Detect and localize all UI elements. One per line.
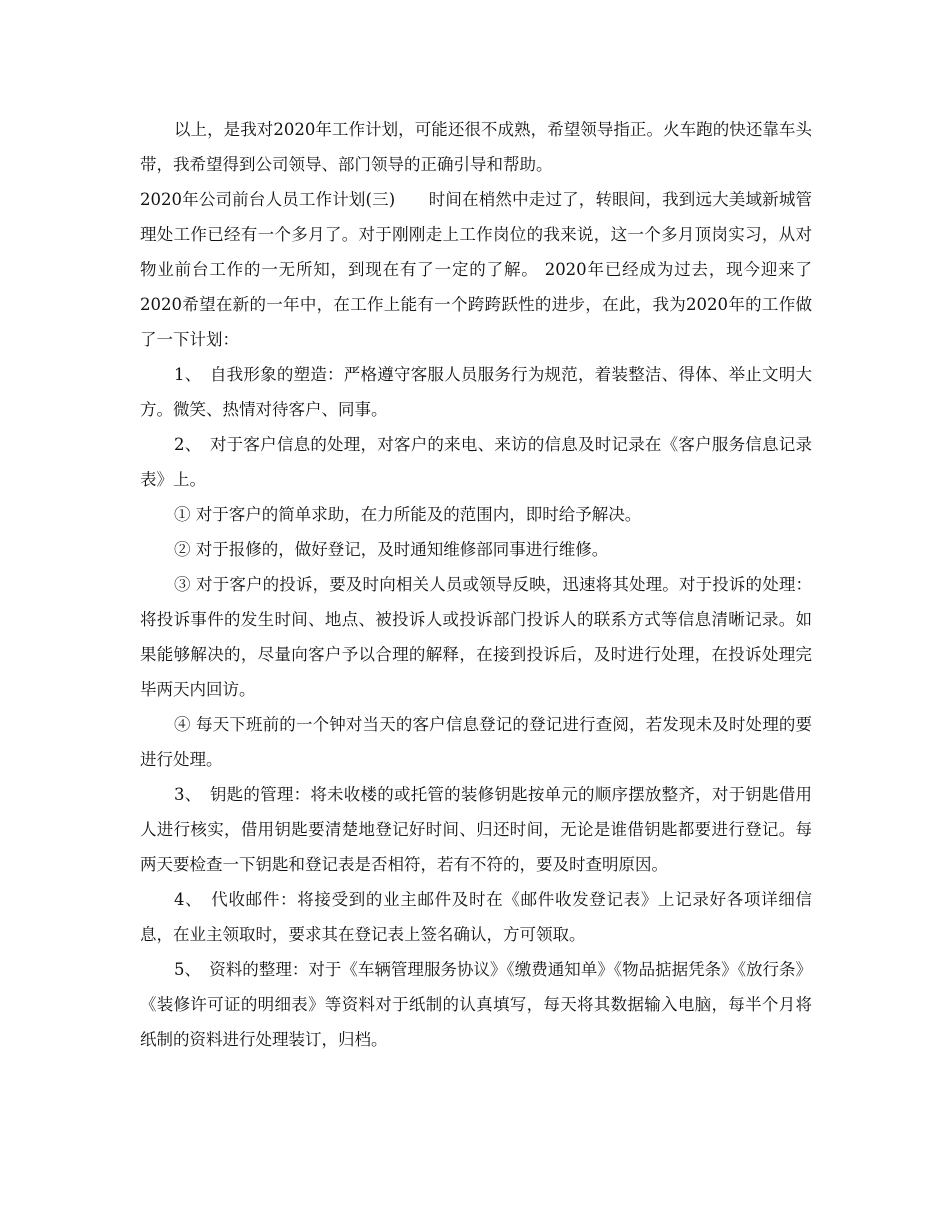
- paragraph: ③ 对于客户的投诉，要及时向相关人员或领导反映，迅速将其处理。对于投诉的处理：将投诉事件的发生时间、地点、被投诉人或投诉部门投诉人的联系方式等信息清晰记录。如果能够解决的，尽量向客户予以合理的解释，在接到投诉后，及时进行处理，在投诉处理完毕两天内回访。: [140, 575, 812, 699]
- paragraph: ④ 每天下班前的一个钟对当天的客户信息登记的登记进行查阅，若发现未及时处理的要进行处理。: [140, 715, 812, 769]
- document-body: [140, 112, 812, 1057]
- paragraph: 以上，是我对2020年工作计划，可能还很不成熟，希望领导指正。火车跑的快还靠车头带，我希望得到公司领导、部门领导的正确引导和帮助。: [140, 120, 812, 174]
- paragraph: 5、 资料的整理：对于《车辆管理服务协议》《缴费通知单》《物品掂据凭条》《放行条》《装修许可证的明细表》等资料对于纸制的认真填写，每天将其数据输入电脑，每半个月将纸制的资料进行处理装订，归档。: [140, 960, 812, 1049]
- paragraph: 4、 代收邮件：将接受到的业主邮件及时在《邮件收发登记表》上记录好各项详细信息，在业主领取时，要求其在登记表上签名确认，方可领取。: [140, 890, 812, 944]
- paragraph: ① 对于客户的简单求助，在力所能及的范围内，即时给予解决。: [174, 505, 642, 524]
- paragraph: ② 对于报修的，做好登记，及时通知维修部同事进行维修。: [174, 540, 609, 559]
- paragraph: 1、 自我形象的塑造：严格遵守客服人员服务行为规范，着装整洁、得体、举止文明大方。微笑、热情对待客户、同事。: [140, 365, 812, 419]
- paragraph: 2、 对于客户信息的处理，对客户的来电、来访的信息及时记录在《客户服务信息记录表》上。: [140, 435, 812, 489]
- paragraph: 3、 钥匙的管理：将未收楼的或托管的装修钥匙按单元的顺序摆放整齐，对于钥匙借用人进行核实，借用钥匙要清楚地登记好时间、归还时间，无论是谁借钥匙都要进行登记。每两天要检查一下钥匙和登记表是否相符，若有不符的，要及时查明原因。: [140, 785, 812, 874]
- paragraph: 2020年公司前台人员工作计划(三) 时间在梢然中走过了，转眼间，我到远大美域新城管理处工作已经有一个多月了。对于刚刚走上工作岗位的我来说，这一个多月顶岗实习，从对物业前台工作的一无所知，到现在有了一定的了解。 2020年已经成为过去，现今迎来了2020希望在新的一年中，在工作上能有一个跨跨跃性的进步，在此，我为2020年的工作做了一下计划：: [140, 190, 812, 349]
